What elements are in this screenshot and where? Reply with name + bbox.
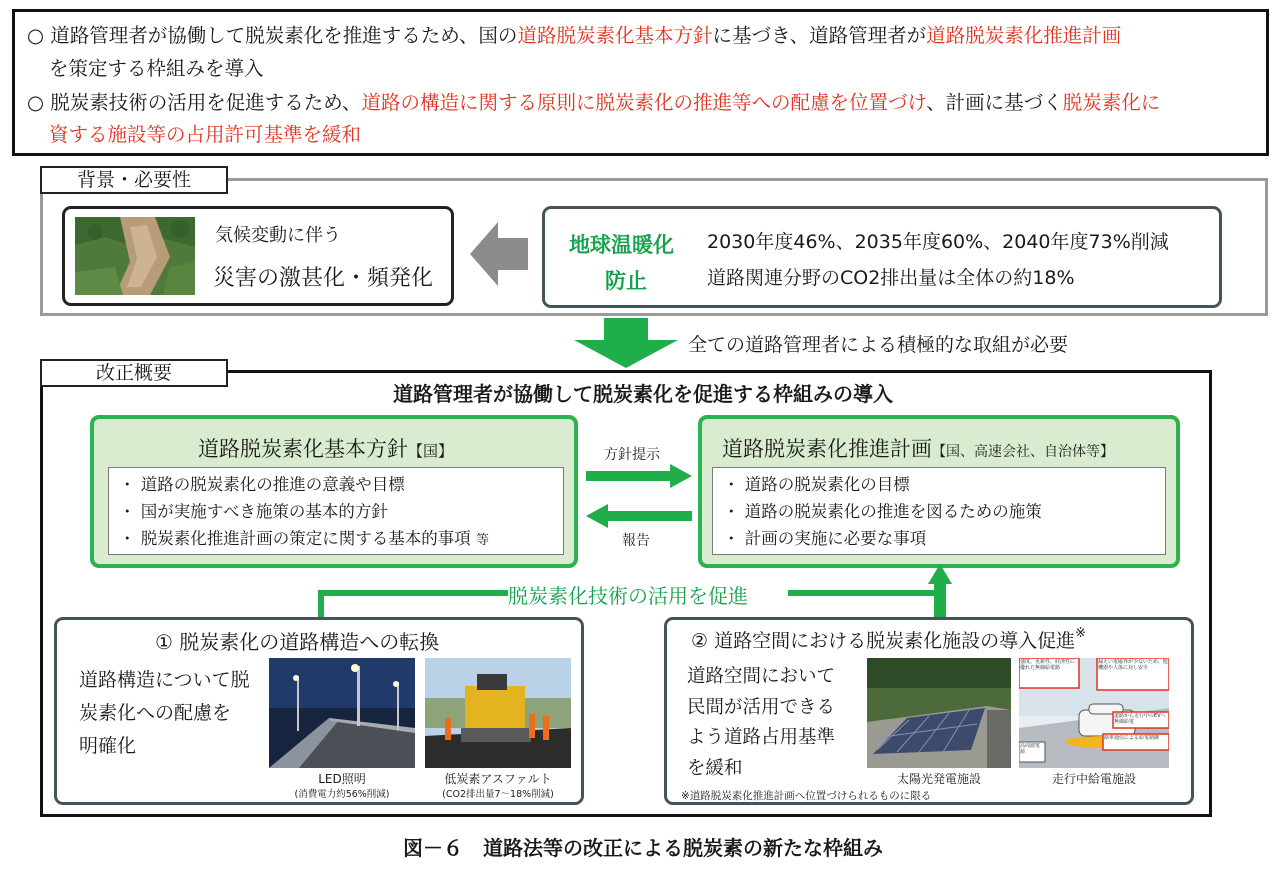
list-item: ・ 道路の脱炭素化の目標 (723, 475, 910, 494)
low-carbon-asphalt-caption: 低炭素アスファルト (444, 772, 552, 786)
dynamic-charging-illustration (1019, 658, 1169, 768)
summary-line-1: ○ 道路管理者が協働して脱炭素化を推進するため、国の道路脱炭素化基本方針に基づき、道路管理者が道路脱炭素化推進計画 (27, 24, 1122, 47)
summary-line-4: 資する施設等の占用許可基準を緩和 (49, 123, 362, 146)
solar-power-photo (867, 658, 1011, 768)
road-co2-share-text: 道路関連分野のCO2排出量は全体の約18% (707, 267, 1075, 289)
flow-note: 全ての道路管理者による積極的な取組が必要 (688, 334, 1069, 356)
led-lighting-photo (269, 658, 415, 768)
disaster-line-2: 災害の激甚化・頻発化 (213, 266, 434, 291)
figure-caption: 図－６ 道路法等の改正による脱炭素の新たな枠組み (403, 836, 883, 860)
revision-heading: 道路管理者が協働して脱炭素化を促進する枠組みの導入 (393, 382, 893, 406)
promote-technology-label: 脱炭素化技術の活用を促進 (508, 584, 748, 608)
list-item: ・ 国が実施すべき施策の基本的方針 (119, 502, 388, 521)
solar-power-caption: 太陽光発電施設 (896, 772, 981, 786)
green-down-arrow-icon (574, 318, 678, 368)
revision-tab: 改正概要 (40, 359, 228, 387)
decarbonization-facility-box (664, 617, 1194, 805)
warming-label-2: 防止 (605, 269, 647, 293)
low-carbon-asphalt-photo (425, 658, 571, 768)
report-label: 報告 (622, 533, 650, 549)
summary-line-2: を策定する枠組みを導入 (49, 57, 264, 80)
basic-policy-list (108, 467, 564, 555)
led-lighting-sub: (消費電力約56%削減) (294, 789, 390, 800)
green-left-arrow-icon (586, 504, 692, 528)
disaster-line-1: 気候変動に伴う (215, 225, 341, 246)
disaster-box (62, 206, 454, 306)
policy-presentation-label: 方針提示 (604, 447, 660, 463)
reduction-target-text: 2030年度46%、2035年度60%、2040年度73%削減 (707, 231, 1169, 253)
promotion-plan-list (712, 467, 1166, 555)
decarbonization-facility-desc: 道路空間において 民間が活用できる よう道路占用基準 を緩和 (687, 666, 836, 779)
list-item: ・ 道路の脱炭素化の推進を図るための施策 (723, 502, 1042, 521)
background-tab: 背景・必要性 (40, 166, 228, 194)
green-right-arrow-icon (586, 464, 692, 488)
warming-box (542, 206, 1222, 308)
road-structure-desc: 道路構造について脱 炭素化への配慮を 明確化 (79, 669, 250, 757)
list-item: ・ 脱炭素化推進計画の策定に関する基本的事項 等 (119, 529, 490, 548)
gray-left-arrow-icon (470, 222, 528, 286)
led-lighting-caption: LED照明 (318, 772, 366, 786)
low-carbon-asphalt-sub: (CO2排出量7～18%削減) (442, 789, 554, 800)
dynamic-charging-label-2: 漏えい電磁界が少ないため、他機器や人体に対し安全 (1098, 659, 1168, 671)
warming-label-1: 地球温暖化 (569, 233, 674, 257)
promotion-plan-box (698, 415, 1180, 568)
basic-policy-box (90, 415, 578, 568)
dynamic-charging-label-1: 強度、更新性、経済性に優れた無線給電路 (1020, 659, 1076, 671)
list-item: ・ 道路の脱炭素化の推進の意義や目標 (119, 475, 405, 494)
dynamic-charging-label-4: 路車通信による給電制御 (1104, 735, 1160, 741)
summary-line-3: ○ 脱炭素技術の活用を促進するため、道路の構造に関する原則に脱炭素化の推進等への配慮を位置づけ、計画に基づく脱炭素化に (27, 91, 1161, 114)
landslide-photo (75, 217, 195, 295)
road-structure-title: ① 脱炭素化の道路構造への転換 (155, 630, 440, 654)
road-structure-box (54, 617, 584, 805)
dynamic-charging-label-3: 道路から走行中のEVへ無線給電 (1114, 713, 1166, 725)
list-item: ・ 計画の実施に必要な事項 (723, 529, 927, 548)
summary-box (12, 9, 1269, 156)
dynamic-charging-caption: 走行中給電施設 (1051, 772, 1136, 786)
dynamic-charging-label-5: 高周波電源 (1020, 743, 1041, 755)
facility-footnote: ※道路脱炭素化推進計画へ位置づけられるものに限る (681, 790, 932, 802)
promotion-plan-title: 道路脱炭素化推進計画【国、高速会社、自治体等】 (722, 437, 1114, 461)
basic-policy-title: 道路脱炭素化基本方針【国】 (198, 437, 454, 461)
decarbonization-facility-title: ② 道路空間における脱炭素化施設の導入促進※ (691, 626, 1086, 652)
